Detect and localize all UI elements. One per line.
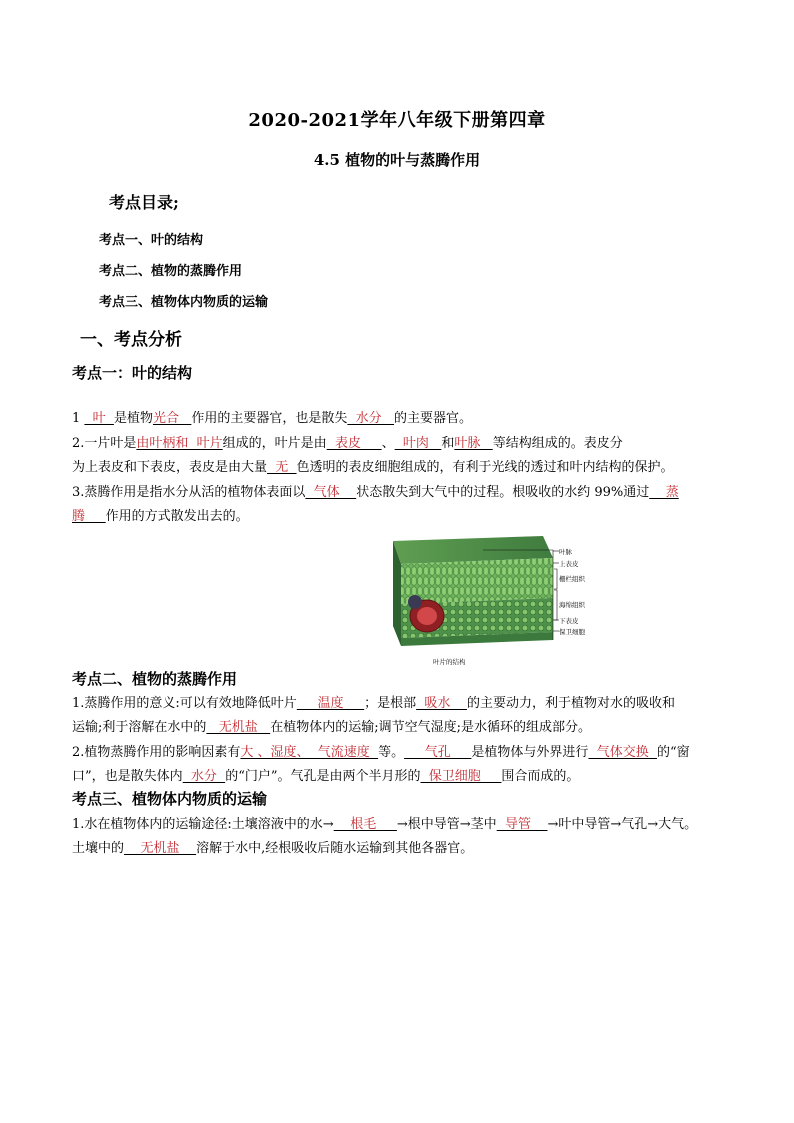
kp2-line-3: 2.植物蒸腾作用的影响因素有大 、湿度、 气流速度 等。 气孔 是植物体与外界进行 气体交换 的“窗 [72, 745, 690, 760]
answer-blank: 大 、湿度、 气流速度 [240, 745, 379, 760]
kp1-line-2: 2.一片叶是由叶柄和 叶片组成的，叶片是由 表皮 、 叶肉 和叶脉 等结构组成的。表皮分 [72, 436, 623, 451]
toc-item-3: 考点三、植物体内物质的运输 [99, 295, 269, 310]
kp1-line-5: 腾 作用的方式散发出去的。 [72, 509, 249, 524]
kp1-heading: 考点一：叶的结构 [72, 364, 193, 382]
figure-label: 下表皮 [559, 618, 579, 625]
answer-blank: 叶脉 [454, 436, 493, 451]
figure-label: 上表皮 [559, 561, 579, 568]
leaf-structure-figure [393, 536, 595, 668]
figure-label: 海绵组织 [559, 602, 585, 609]
answer-blank: 叶 [84, 411, 114, 426]
leaf-palisade-layer [401, 558, 553, 604]
document-title: 2020-2021学年八年级下册第四章 [248, 110, 546, 131]
kp2-line-4: 口”，也是散失体内 水分 的“门户”。气孔是由两个半月形的 保卫细胞 围合而成的。 [72, 769, 580, 784]
kp3-heading: 考点三、植物体内物质的运输 [72, 790, 268, 808]
figure-label: 叶脉 [559, 549, 572, 556]
answer-blank: 吸水 [416, 696, 467, 711]
answer-blank: 光合 [152, 411, 192, 426]
answer-blank: 导管 [496, 817, 548, 832]
kp3-line-1: 1.水在植物体内的运输途径:土壤溶液中的水→ 根毛 →根中导管→茎中 导管 →叶中导管→气孔→大气。 [72, 817, 698, 832]
answer-blank: 水分 [182, 769, 226, 784]
answer-blank: 根毛 [333, 817, 397, 832]
answer-blank: 表皮 [326, 436, 382, 451]
answer-blank: 温度 [296, 696, 365, 711]
kp3-line-2: 土壤中的 无机盐 溶解于水中,经根吸收后随水运输到其他各器官。 [72, 841, 474, 856]
answer-blank: 叶肉 [394, 436, 442, 451]
document-subtitle: 4.5 植物的叶与蒸腾作用 [313, 151, 481, 169]
answer-blank: 无机盐 [124, 841, 197, 856]
toc-item-1: 考点一、叶的结构 [99, 233, 204, 248]
kp1-line-1: 1 叶 是植物光合 作用的主要器官，也是散失 水分 的主要器官。 [72, 411, 473, 426]
answer-blank: 腾 [72, 509, 106, 524]
answer-blank: 气体交换 [588, 745, 657, 760]
section-heading: 一、考点分析 [80, 330, 182, 350]
answer-blank: 保卫细胞 [420, 769, 502, 784]
answer-blank: 无机盐 [206, 720, 271, 735]
figure-label: 栅栏组织 [559, 576, 585, 583]
kp2-line-1: 1.蒸腾作用的意义:可以有效地降低叶片 温度 ；是根部 吸水 的主要动力，利于植物对水的吸收和 [72, 696, 675, 711]
toc-heading: 考点目录; [109, 193, 179, 212]
figure-label: 保卫细胞 [559, 629, 585, 636]
answer-blank: 由叶柄和 叶片 [136, 436, 223, 451]
answer-blank: 气体 [305, 485, 357, 500]
figure-caption: 叶片的结构 [433, 659, 466, 666]
toc-item-2: 考点二、植物的蒸腾作用 [99, 264, 243, 279]
kp2-line-2: 运输;利于溶解在水中的 无机盐 在植物体内的运输;调节空气湿度;是水循环的组成部分。 [72, 720, 591, 735]
answer-blank: 水分 [347, 411, 395, 426]
answer-blank: 蒸 [649, 485, 679, 500]
answer-blank: 气孔 [404, 745, 472, 760]
kp1-line-3: 为上表皮和下表皮，表皮是由大量 无 色透明的表皮细胞组成的，有利于光线的透过和叶内结构的保护。 [72, 460, 674, 475]
answer-blank: 无 [267, 460, 297, 475]
kp2-heading: 考点二、植物的蒸腾作用 [72, 670, 238, 688]
kp1-line-4: 3.蒸腾作用是指水分从活的植物体表面以 气体 状态散失到大气中的过程。根吸收的水约 99%通过 蒸 [72, 485, 679, 500]
